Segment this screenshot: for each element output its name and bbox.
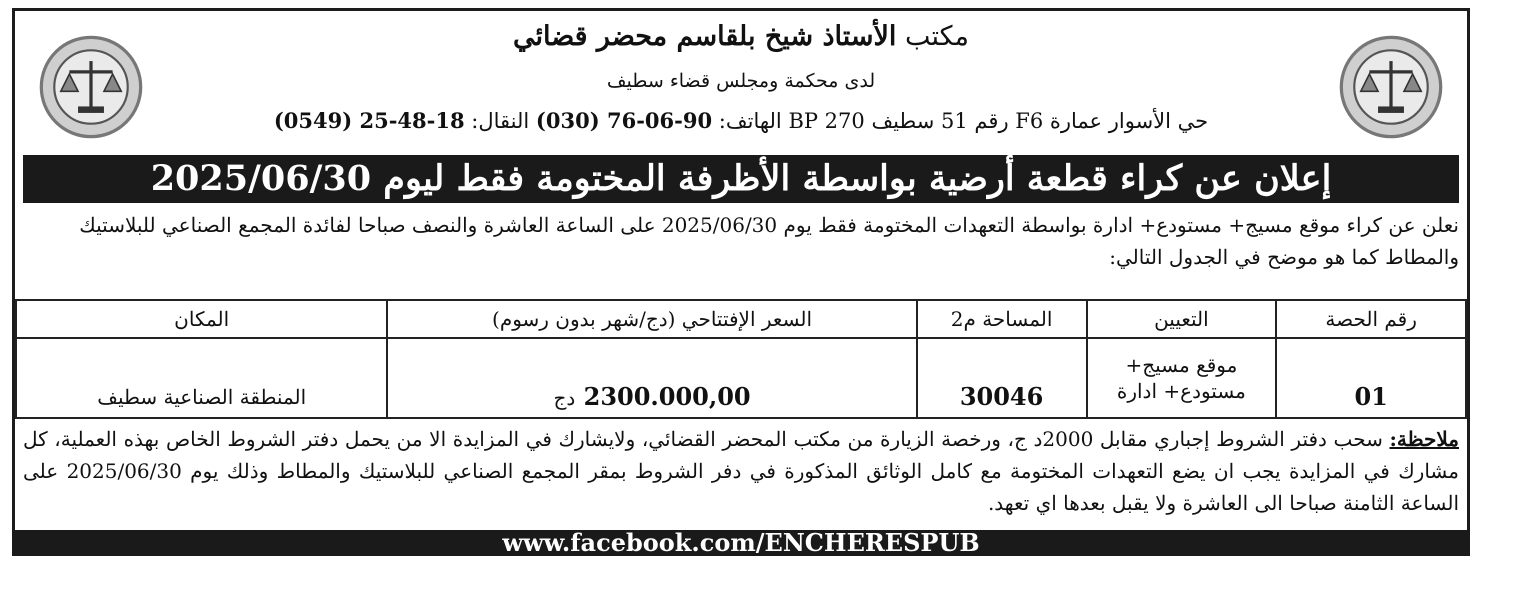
designation-line1: موقع مسيج+ — [1125, 353, 1238, 377]
lot-number: 01 — [1276, 338, 1466, 418]
address-line — [195, 105, 1287, 137]
price-currency: دج — [553, 386, 576, 410]
col-lot-number: رقم الحصة — [1276, 300, 1466, 338]
footer-link[interactable]: www.facebook.com/ENCHERESPUB — [12, 530, 1470, 556]
office-name: الأستاذ شيخ بلقاسم محضر قضائي — [512, 21, 897, 52]
intro-paragraph: نعلن عن كراء موقع مسيج+ مستودع+ ادارة بواسطة التعهدات المختومة فقط يوم 2025/06/30 على الساعة العاشرة والنصف صباحا لفائدة المجمع الصناعي للبلاستيك والمطاط كما هو موضح في الجدول التالي: — [79, 213, 1459, 269]
designation-line2: مستودع+ ادارة — [1116, 379, 1246, 403]
mobile-label: النقال: — [471, 109, 530, 133]
note-label: ملاحظة: — [1389, 427, 1460, 451]
col-location: المكان — [16, 300, 387, 338]
phone-number: 90-06-76 (030) — [535, 108, 713, 133]
header — [15, 11, 1467, 153]
price-cell — [387, 338, 916, 418]
address-text: حي الأسوار عمارة F6 رقم 51 سطيف BP 270 الهاتف: — [718, 109, 1209, 133]
table-row — [16, 338, 1466, 418]
note-text: سحب دفتر الشروط إجباري مقابل 2000د ج، ورخصة الزيارة من مكتب المحضر القضائي، ولايشارك في المزايدة الا من يحمل دفتر الشروط الخاص بهذه العملية، كل مشارك في المزايدة يجب ان يضع التعهدات المختومة مع كامل الوثائق المذكورة في دفر الشروط بمقر المجمع الصناعي للبلاستيك والمطاط وذلك يوم 2025/06/30 على الساعة الثامنة صباحا الى العاشرة ولا يقبل بعدها اي تعهد. — [23, 427, 1459, 515]
lots-table — [15, 299, 1467, 419]
office-heading — [15, 19, 1467, 55]
announcement-title: إعلان عن كراء قطعة أرضية بواسطة الأظرفة المختومة فقط ليوم 2025/06/30 — [23, 155, 1459, 203]
location-value: المنطقة الصناعية سطيف — [16, 338, 387, 418]
col-designation: التعيين — [1087, 300, 1277, 338]
area-value: 30046 — [917, 338, 1087, 418]
col-area: المساحة م2 — [917, 300, 1087, 338]
announcement-frame — [12, 8, 1470, 556]
mobile-number: 18-48-25 (0549) — [273, 108, 465, 133]
col-opening-price: السعر الإفتتاحي (دج/شهر بدون رسوم) — [387, 300, 916, 338]
note-paragraph — [23, 423, 1459, 519]
court-line: لدى محكمة ومجلس قضاء سطيف — [606, 70, 876, 92]
office-prefix: مكتب — [904, 21, 970, 52]
designation — [1087, 338, 1277, 418]
table-header-row — [16, 300, 1466, 338]
price-value: 2300.000,00 — [583, 382, 751, 411]
